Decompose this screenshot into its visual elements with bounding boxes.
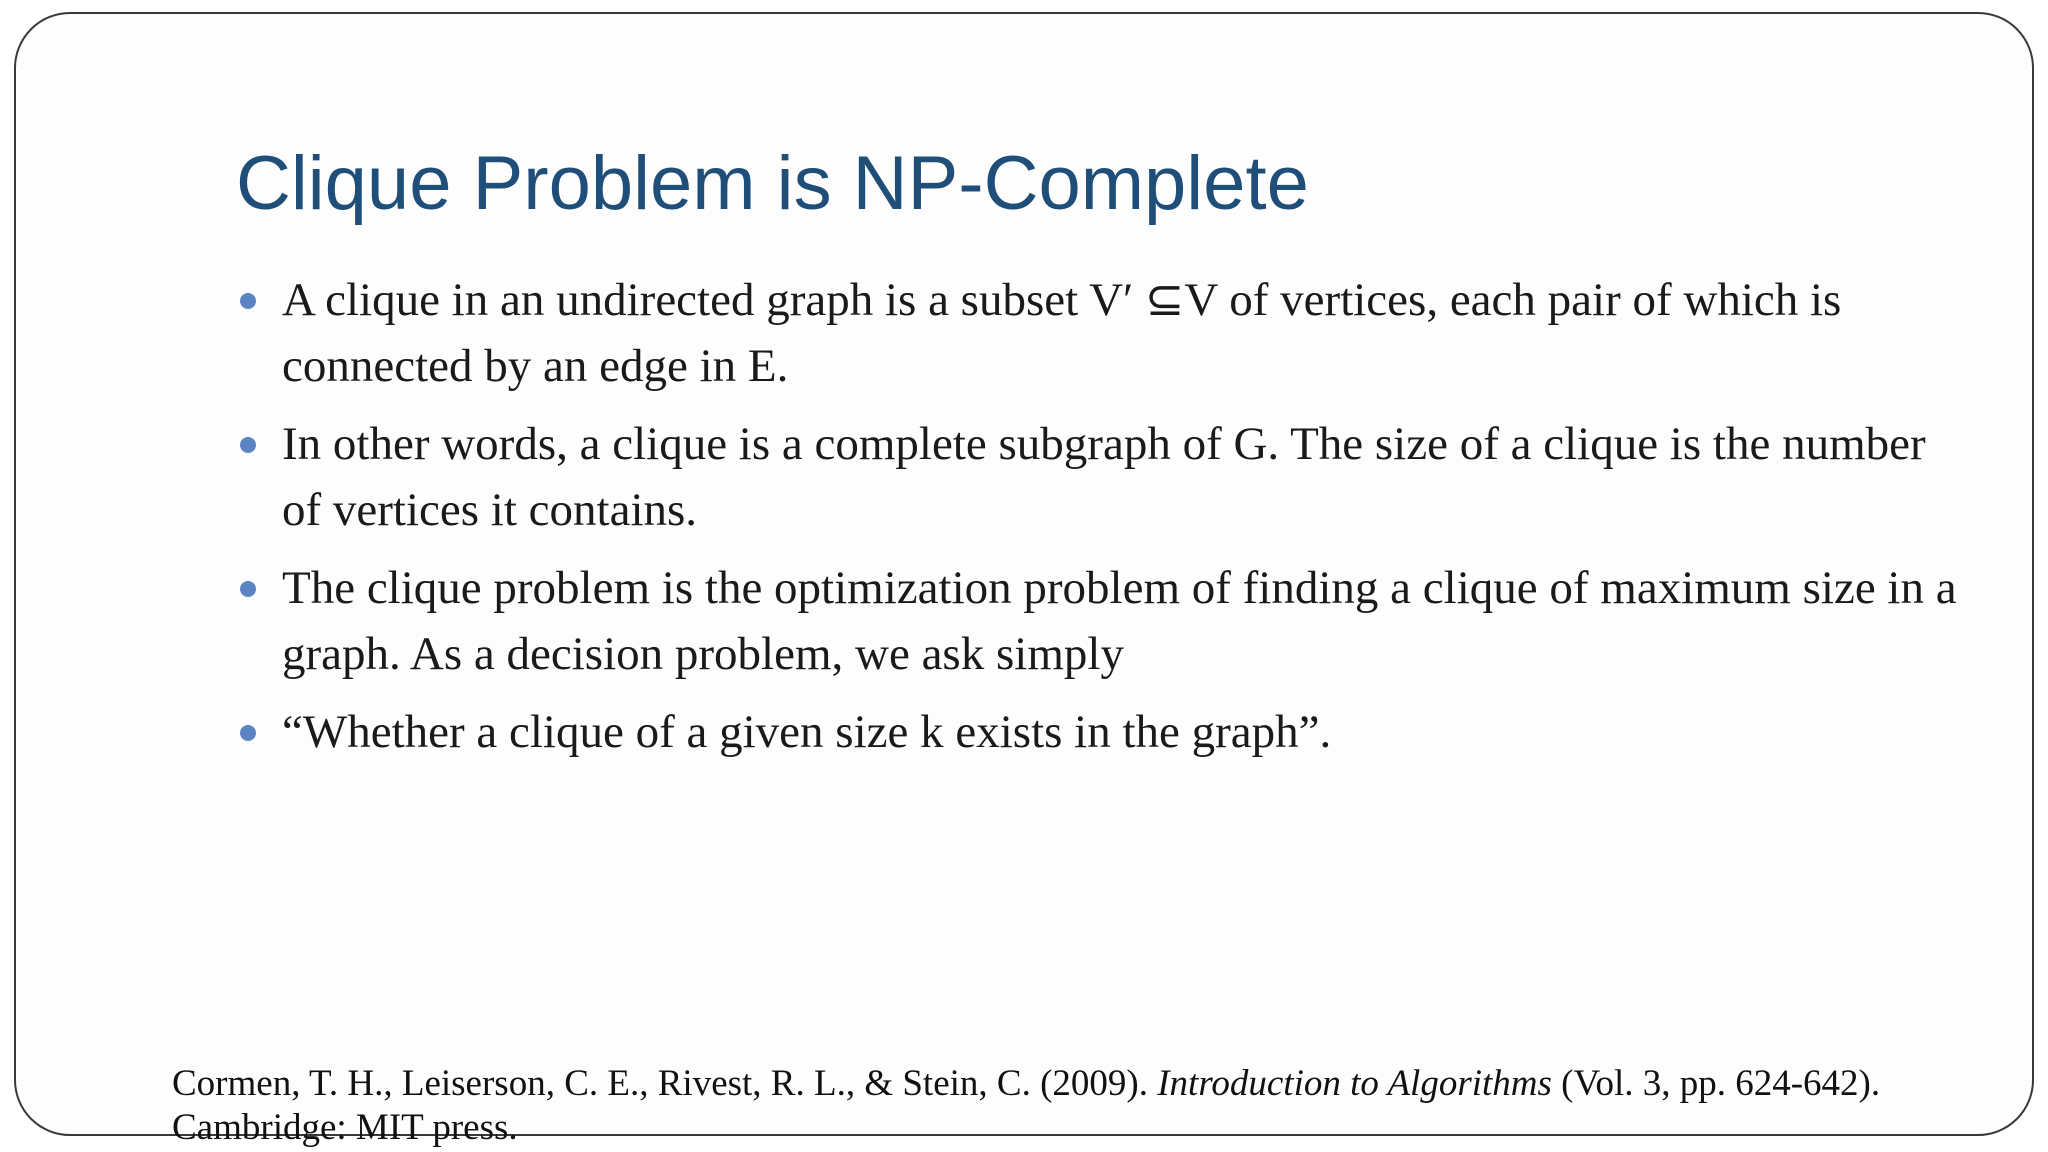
bullet-list — [240, 267, 1960, 777]
citation-reference — [172, 1062, 1932, 1150]
bullet-text: A clique in an undirected graph is a subset V′ ⊆V of vertices, each pair of which is connected by an edge in E. — [282, 274, 1842, 392]
bullet-item — [240, 267, 1960, 399]
bullet-marker-icon — [240, 725, 256, 741]
citation-details: (Vol. 3, pp. 624-642). Cambridge: MIT press. — [172, 1063, 1881, 1148]
slide-frame — [14, 12, 2034, 1148]
bullet-marker-icon — [240, 437, 256, 453]
bullet-item — [240, 411, 1960, 543]
bullet-text: The clique problem is the optimization problem of finding a clique of maximum size in a graph. As a decision problem, we ask simply — [282, 562, 1957, 680]
bullet-text: In other words, a clique is a complete subgraph of G. The size of a clique is the number of vertices it contains. — [282, 418, 1926, 536]
bullet-text: “Whether a clique of a given size k exists in the graph”. — [282, 706, 1332, 758]
bullet-item — [240, 699, 1960, 765]
bullet-marker-icon — [240, 581, 256, 597]
citation-authors: Cormen, T. H., Leiserson, C. E., Rivest, R. L., & Stein, C. (2009). — [172, 1063, 1158, 1104]
citation-book-title: Introduction to Algorithms — [1157, 1063, 1552, 1104]
slide-title: Clique Problem is NP-Complete — [236, 141, 1309, 226]
bullet-marker-icon — [240, 293, 256, 309]
bullet-item — [240, 555, 1960, 687]
